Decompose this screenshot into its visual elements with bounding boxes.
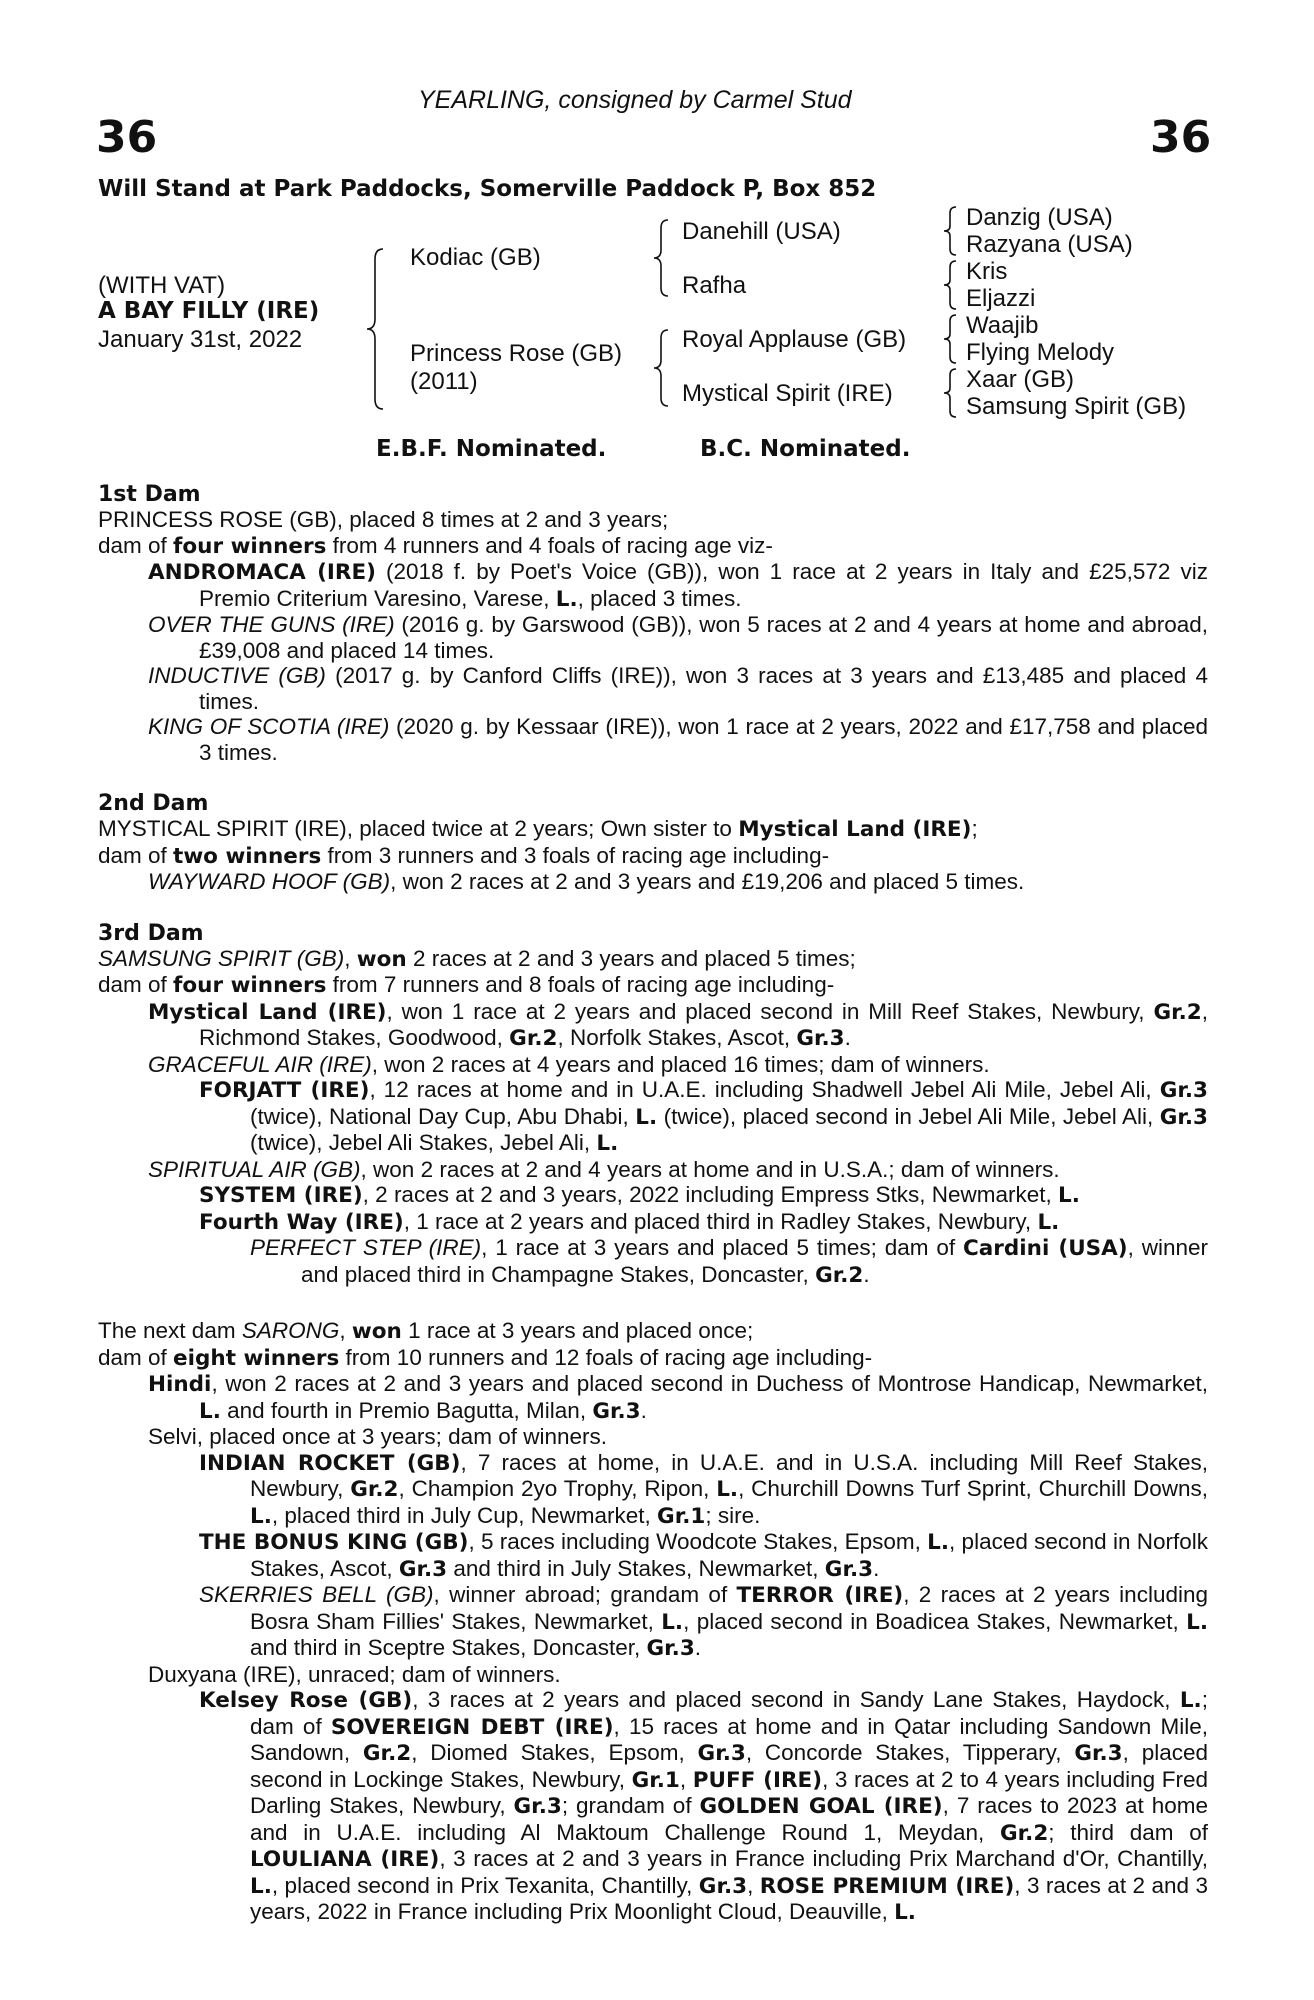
pedigree-bracket-g3-1 xyxy=(942,204,964,260)
second-dam-section xyxy=(98,791,1208,895)
progeny-system: SYSTEM (IRE), 2 races at 2 and 3 years, 2022 including Empress Stks, Newmarket, L. xyxy=(199,1182,1080,1208)
stand-location: Will Stand at Park Paddocks, Somerville Paddock P, Box 852 xyxy=(98,176,877,202)
progeny-selvi: Selvi, placed once at 3 years; dam of winners. xyxy=(148,1424,607,1449)
progeny-wayward-hoof: WAYWARD HOOF (GB), won 2 races at 2 and 3 years and £19,206 and placed 5 times. xyxy=(148,869,1025,894)
first-dam-heading: 1st Dam xyxy=(98,482,201,507)
next-dam-record: dam of eight winners from 10 runners and 12 foals of racing age including- xyxy=(98,1344,873,1371)
third-dam-intro: SAMSUNG SPIRIT (GB), won 2 races at 2 and 3 years and placed 5 times; xyxy=(98,945,856,972)
ancestor-xaar: Xaar (GB) xyxy=(966,366,1075,393)
first-dam-record: dam of four winners from 4 runners and 4 foals of racing age viz- xyxy=(98,532,773,559)
third-dam-record: dam of four winners from 7 runners and 8 foals of racing age including- xyxy=(98,972,835,998)
lot-number-right: 36 xyxy=(1150,112,1212,163)
ancestor-danzig: Danzig (USA) xyxy=(966,204,1113,231)
third-dam-section xyxy=(98,921,1208,1289)
ancestor-eljazzi: Eljazzi xyxy=(966,285,1036,312)
ancestor-waajib: Waajib xyxy=(966,312,1039,339)
ebf-nomination: E.B.F. Nominated. xyxy=(376,436,607,462)
pedigree-bracket-g3-2 xyxy=(942,258,964,314)
first-dam-section xyxy=(98,482,1208,765)
progeny-graceful-air: GRACEFUL AIR (IRE), won 2 races at 4 years and placed 16 times; dam of winners. xyxy=(148,1051,990,1077)
sire-dam: Rafha xyxy=(682,272,747,299)
ancestor-samsung-spirit: Samsung Spirit (GB) xyxy=(966,393,1187,420)
progeny-indian-rocket: INDIAN ROCKET (GB), 7 races at home, in U.A.E. and in U.S.A. including Mill Reef Stakes, Newbury, Gr.2, Champion 2yo Trophy, Ripon, L., Churchill Downs Turf Sprint, Churchill Downs, L., placed third in July Cup, Newmarket, Gr.1; sire. xyxy=(199,1449,1208,1529)
vat-note: (WITH VAT) xyxy=(98,272,226,299)
bc-nomination: B.C. Nominated. xyxy=(700,436,911,462)
pedigree-bracket-main xyxy=(365,245,395,415)
next-dam-section xyxy=(98,1318,1208,1926)
pedigree-bracket-sire xyxy=(652,216,678,300)
second-dam-record: dam of two winners from 3 runners and 3 foals of racing age including- xyxy=(98,842,830,869)
dam-dam: Mystical Spirit (IRE) xyxy=(682,380,893,407)
ancestor-flying-melody: Flying Melody xyxy=(966,339,1115,366)
next-dam-intro: The next dam SARONG, won 1 race at 3 years and placed once; xyxy=(98,1318,754,1344)
progeny-inductive: INDUCTIVE (GB) (2017 g. by Canford Cliffs (IRE)), won 3 races at 3 years and £13,485 and placed 4 times. xyxy=(148,663,1208,714)
second-dam-intro: MYSTICAL SPIRIT (IRE), placed twice at 2 years; Own sister to Mystical Land (IRE); xyxy=(98,816,978,842)
progeny-the-bonus-king: THE BONUS KING (GB), 5 races including Woodcote Stakes, Epsom, L., placed second in Norfolk Stakes, Ascot, Gr.3 and third in July Stakes, Newmarket, Gr.3. xyxy=(199,1529,1208,1582)
progeny-spiritual-air: SPIRITUAL AIR (GB), won 2 races at 2 and 4 years at home and in U.S.A.; dam of winners. xyxy=(148,1156,1060,1182)
consignment-line: YEARLING, consigned by Carmel Stud xyxy=(418,86,852,114)
dam: Princess Rose (GB) xyxy=(410,340,623,367)
progeny-skerries-bell: SKERRIES BELL (GB), winner abroad; grandam of TERROR (IRE), 2 races at 2 years including Bosra Sham Fillies' Stakes, Newmarket, L., placed second in Boadicea Stakes, Newmarket, L. and third in Sceptre Stakes, Doncaster, Gr.3. xyxy=(199,1582,1209,1661)
sire-sire: Danehill (USA) xyxy=(682,218,841,245)
progeny-mystical-land: Mystical Land (IRE), won 1 race at 2 years and placed second in Mill Reef Stakes, Newbury, Gr.2, Richmond Stakes, Goodwood, Gr.2, Norfolk Stakes, Ascot, Gr.3. xyxy=(148,998,1209,1051)
lot-number-left: 36 xyxy=(96,112,158,163)
catalogue-body xyxy=(98,482,1208,1926)
second-dam-heading: 2nd Dam xyxy=(98,791,209,816)
progeny-kelsey-rose: Kelsey Rose (GB), 3 races at 2 years and placed second in Sandy Lane Stakes, Haydock, L.; dam of SOVEREIGN DEBT (IRE), 15 races at home and in Qatar including Sandown Mile, Sandown, Gr.2, Diomed Stakes, Epsom, Gr.3, Concorde Stakes, Tipperary, Gr.3, placed second in Lockinge Stakes, Newbury, Gr.1, PUFF (IRE), 3 races at 2 to 4 years including Fred Darling Stakes, Newbury, Gr.3; grandam of GOLDEN GOAL (IRE), 7 races to 2023 at home and in U.A.E. including Al Maktoum Challenge Round 1, Meydan, Gr.2; third dam of LOULIANA (IRE), 3 races at 2 and 3 years in France including Prix Marchand d'Or, Chantilly, L., placed second in Prix Texanita, Chantilly, Gr.3, ROSE PREMIUM (IRE), 3 races at 2 and 3 years, 2022 in France including Prix Moonlight Cloud, Deauville, L. xyxy=(199,1687,1209,1925)
progeny-over-the-guns: OVER THE GUNS (IRE) (2016 g. by Garswood (GB)), won 5 races at 2 and 4 years at home and abroad, £39,008 and placed 14 times. xyxy=(148,612,1208,663)
first-dam-intro: PRINCESS ROSE (GB), placed 8 times at 2 and 3 years; xyxy=(98,507,669,532)
sire: Kodiac (GB) xyxy=(410,244,541,271)
progeny-forjatt: FORJATT (IRE), 12 races at home and in U.A.E. including Shadwell Jebel Ali Mile, Jebel Ali, Gr.3 (twice), National Day Cup, Abu Dhabi, L. (twice), placed second in Jebel Ali Mile, Jebel Ali, Gr.3 (twice), Jebel Ali Stakes, Jebel Ali, L. xyxy=(199,1077,1208,1156)
progeny-fourth-way: Fourth Way (IRE), 1 race at 2 years and placed third in Radley Stakes, Newbury, L. xyxy=(199,1208,1060,1235)
pedigree-bracket-g3-3 xyxy=(942,312,964,368)
dam-foaling-year: (2011) xyxy=(410,368,478,395)
progeny-hindi: Hindi, won 2 races at 2 and 3 years and placed second in Duchess of Montrose Handicap, Newmarket, L. and fourth in Premio Bagutta, Milan, Gr.3. xyxy=(148,1371,1208,1424)
dam-sire: Royal Applause (GB) xyxy=(682,326,907,353)
progeny-king-of-scotia: KING OF SCOTIA (IRE) (2020 g. by Kessaar (IRE)), won 1 race at 2 years, 2022 and £17,758 and placed 3 times. xyxy=(148,714,1208,765)
progeny-duxyana: Duxyana (IRE), unraced; dam of winners. xyxy=(148,1661,561,1687)
ancestor-razyana: Razyana (USA) xyxy=(966,231,1133,258)
foaling-date: January 31st, 2022 xyxy=(98,326,303,353)
third-dam-heading: 3rd Dam xyxy=(98,920,204,946)
pedigree-bracket-g3-4 xyxy=(942,366,964,422)
pedigree-bracket-dam xyxy=(652,326,678,410)
ancestor-kris: Kris xyxy=(966,258,1008,285)
horse-name: A BAY FILLY (IRE) xyxy=(98,298,320,324)
progeny-perfect-step: PERFECT STEP (IRE), 1 race at 3 years and placed 5 times; dam of Cardini (USA), winner and placed third in Champagne Stakes, Doncaster, Gr.2. xyxy=(250,1235,1208,1288)
progeny-andromaca: ANDROMACA (IRE) (2018 f. by Poet's Voice (GB)), won 1 race at 2 years in Italy and £25,572 viz Premio Criterium Varesino, Varese, L., placed 3 times. xyxy=(148,559,1208,612)
